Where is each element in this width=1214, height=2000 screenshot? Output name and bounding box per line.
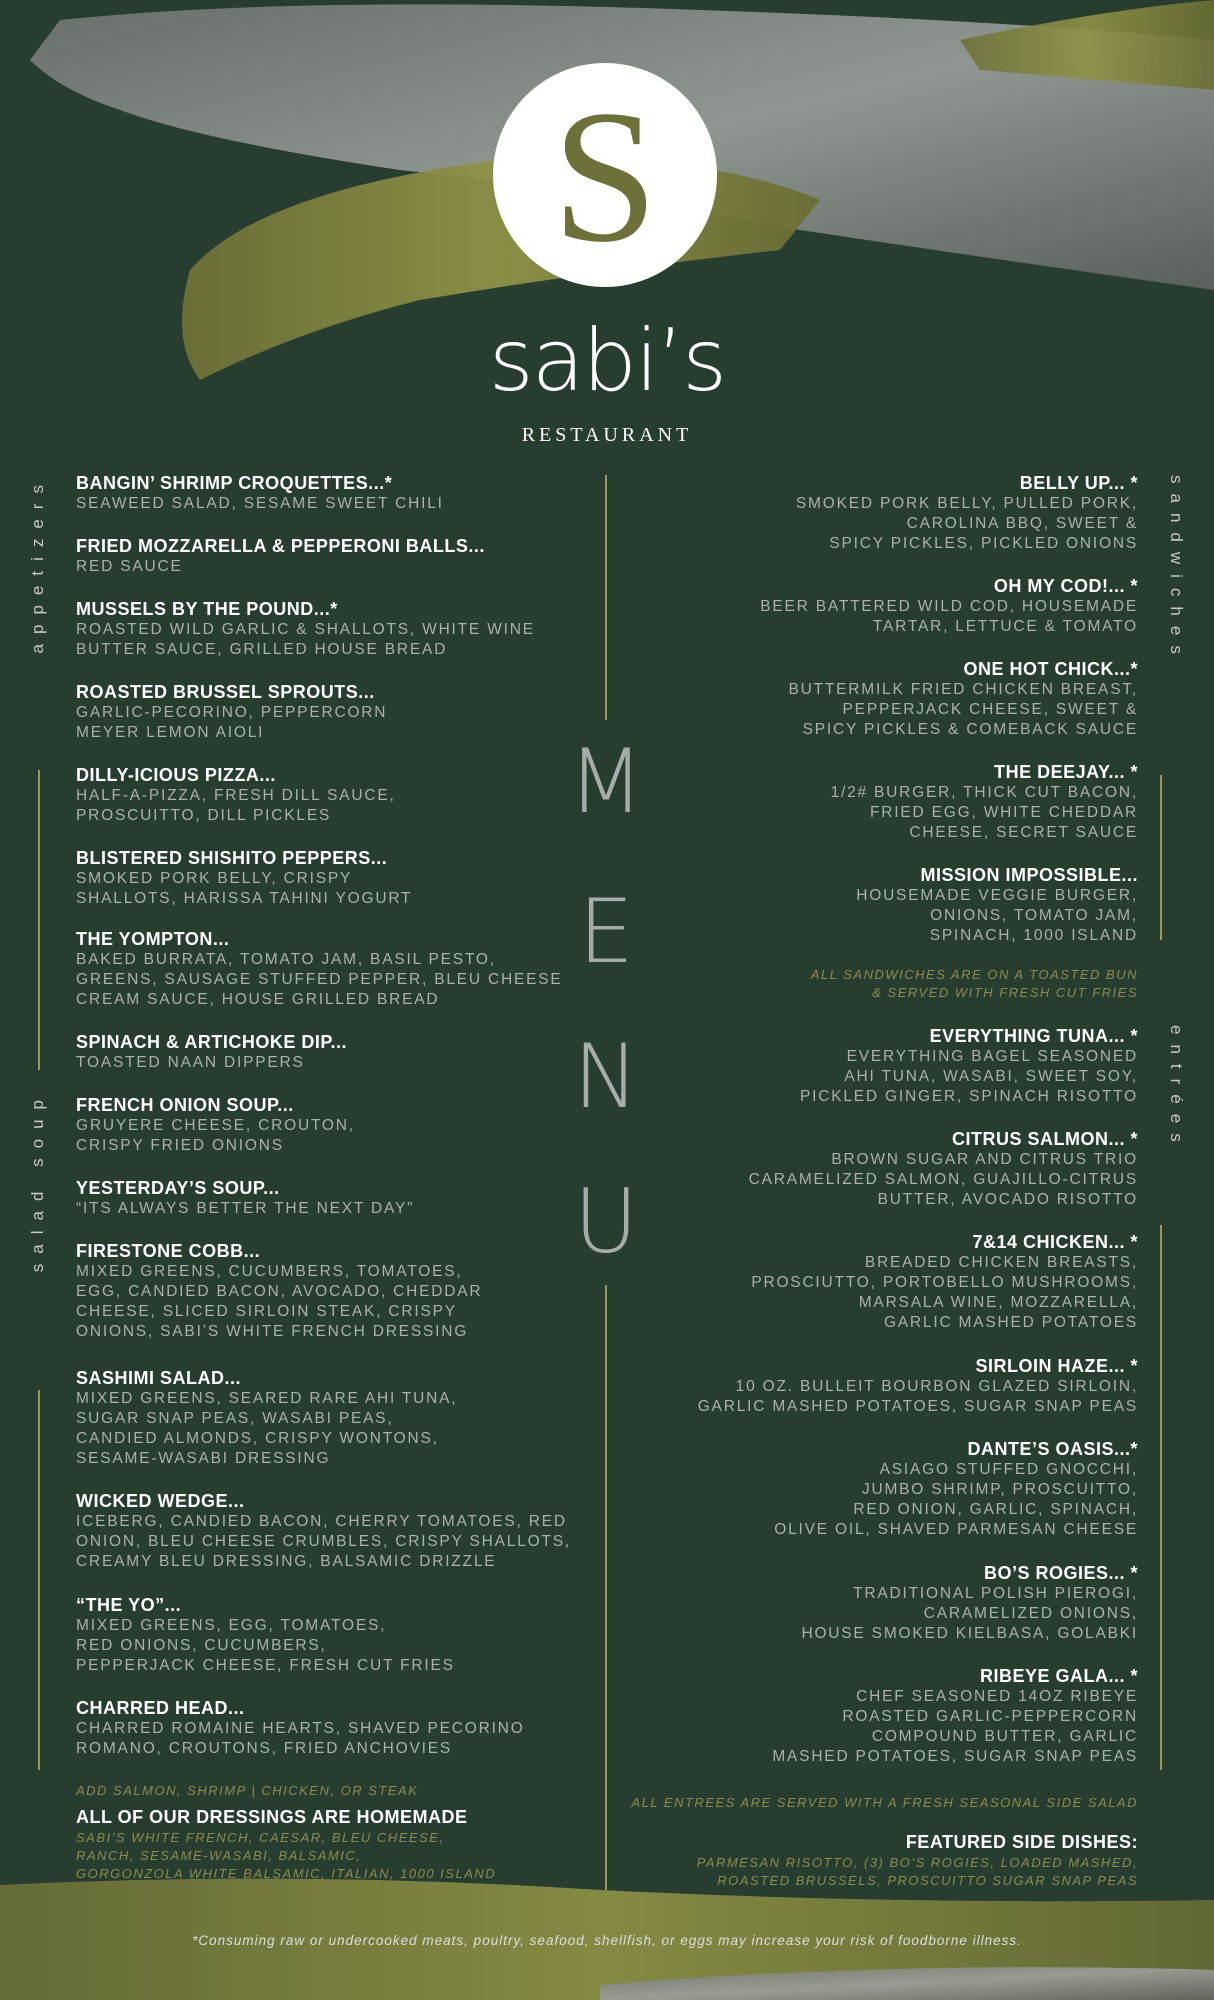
item-desc: 10 OZ. BULLEIT BOURBON GLAZED SIRLOIN, GARLIC MASHED POTATOES, SUGAR SNAP PEAS	[697, 1378, 1138, 1415]
item-name: FRIED MOZZARELLA & PEPPERONI BALLS...	[76, 536, 485, 556]
item-desc: BEER BATTERED WILD COD, HOUSEMADE TARTAR, LETTUCE & TOMATO	[760, 598, 1138, 635]
item-name: 7&14 CHICKEN... *	[972, 1232, 1138, 1252]
item-desc: SEAWEED SALAD, SESAME SWEET CHILI	[76, 495, 444, 512]
item-name: SIRLOIN HAZE... *	[975, 1356, 1138, 1376]
item-name: OH MY COD!... *	[993, 576, 1138, 596]
featured-sides-list: PARMESAN RISOTTO, (3) BO’S ROGIES, LOADED MASHED, ROASTED BRUSSELS, PROSCUITTO SUGAR SNAP PEAS	[696, 1855, 1138, 1888]
item-desc: SMOKED PORK BELLY, PULLED PORK, CAROLINA BBQ, SWEET & SPICY PICKLES, PICKLED ONIONS	[795, 495, 1138, 552]
left-item-8	[76, 1094, 576, 1156]
item-desc: ASIAGO STUFFED GNOCCHI, JUMBO SHRIMP, PROSCUITTO, RED ONION, GARLIC, SPINACH, OLIVE OIL, SHAVED PARMESAN CHEESE	[774, 1461, 1138, 1538]
right-item-5	[618, 1025, 1138, 1107]
item-desc: CHARRED ROMAINE HEARTS, SHAVED PECORINO ROMANO, CROUTONS, FRIED ANCHOVIES	[76, 1720, 525, 1757]
side-label-sandwiches: sandwiches	[1167, 475, 1186, 664]
item-desc: BROWN SUGAR AND CITRUS TRIO CARAMELIZED SALMON, GUAJILLO-CITRUS BUTTER, AVOCADO RISOTTO	[748, 1151, 1138, 1208]
center-line-bottom	[605, 1285, 607, 1890]
item-desc: RED SAUCE	[76, 558, 183, 575]
item-desc: HALF-A-PIZZA, FRESH DILL SAUCE, PROSCUITTO, DILL PICKLES	[76, 787, 396, 824]
item-desc: MIXED GREENS, EGG, TOMATOES, RED ONIONS, CUCUMBERS, PEPPERJACK CHEESE, FRESH CUT FRIES	[76, 1617, 455, 1674]
logo-letter: S	[552, 72, 658, 282]
menu-letter-n: N	[573, 1025, 639, 1128]
item-name: ONE HOT CHICK...*	[963, 659, 1138, 679]
divider-line-right-bottom	[1160, 1225, 1162, 1770]
left-item-12	[76, 1490, 576, 1572]
left-item-9	[76, 1177, 576, 1219]
item-name: BO’S ROGIES... *	[983, 1563, 1138, 1583]
right-item-1	[618, 575, 1138, 637]
left-item-3	[76, 681, 576, 743]
item-name: WICKED WEDGE...	[76, 1491, 245, 1511]
item-name: YESTERDAY’S SOUP...	[76, 1178, 280, 1198]
right-item-7	[618, 1231, 1138, 1333]
item-desc: EVERYTHING BAGEL SEASONED AHI TUNA, WASABI, SWEET SOY, PICKLED GINGER, SPINACH RISOTTO	[799, 1048, 1138, 1105]
item-name: DILLY-ICIOUS PIZZA...	[76, 765, 276, 785]
center-line-top	[605, 475, 607, 720]
divider-line-left-top	[38, 770, 40, 1070]
item-desc: TRADITIONAL POLISH PIEROGI, CARAMELIZED ONIONS, HOUSE SMOKED KIELBASA, GOLABKI	[801, 1585, 1138, 1642]
item-name: SPINACH & ARTICHOKE DIP...	[76, 1032, 348, 1052]
entrees-note: ALL ENTREES ARE SERVED WITH A FRESH SEASONAL SIDE SALAD	[631, 1795, 1138, 1810]
item-desc: HOUSEMADE VEGGIE BURGER, ONIONS, TOMATO JAM, SPINACH, 1000 ISLAND	[856, 887, 1138, 944]
item-name: FIRESTONE COBB...	[76, 1241, 261, 1261]
left-item-2	[76, 598, 576, 660]
dressings-title: ALL OF OUR DRESSINGS ARE HOMEMADE	[76, 1807, 468, 1827]
item-name: MUSSELS BY THE POUND...*	[76, 599, 338, 619]
item-name: RIBEYE GALA... *	[979, 1666, 1138, 1686]
left-item-10	[76, 1240, 576, 1342]
item-name: CITRUS SALMON... *	[951, 1129, 1138, 1149]
left-item-6	[76, 928, 576, 1010]
item-desc: MIXED GREENS, CUCUMBERS, TOMATOES, EGG, CANDIED BACON, AVOCADO, CHEDDAR CHEESE, SLICED SIRLOIN STEAK, CRISPY ONIONS, SABI’S WHITE FRENCH DRESSING	[76, 1263, 483, 1340]
left-item-7	[76, 1031, 576, 1073]
item-name: EVERYTHING TUNA... *	[929, 1026, 1138, 1046]
item-desc: GRUYERE CHEESE, CROUTON, CRISPY FRIED ONIONS	[76, 1117, 355, 1154]
logo-circle	[485, 55, 725, 295]
right-item-3	[618, 761, 1138, 843]
item-desc: MIXED GREENS, SEARED RARE AHI TUNA, SUGAR SNAP PEAS, WASABI PEAS, CANDIED ALMONDS, CRISPY WONTONS, SESAME-WASABI DRESSING	[76, 1390, 458, 1467]
item-name: ROASTED BRUSSEL SPROUTS...	[76, 682, 375, 702]
right-item-11	[618, 1665, 1138, 1767]
item-desc: BAKED BURRATA, TOMATO JAM, BASIL PESTO, GREENS, SAUSAGE STUFFED PEPPER, BLEU CHEESE CREAM SAUCE, HOUSE GRILLED BREAD	[76, 951, 563, 1008]
item-desc: CHEF SEASONED 14OZ RIBEYE ROASTED GARLIC-PEPPERCORN COMPOUND BUTTER, GARLIC MASHED POTATOES, SUGAR SNAP PEAS	[772, 1688, 1138, 1765]
foodborne-disclaimer: *Consuming raw or undercooked meats, poultry, seafood, shellfish, or eggs may increase your risk of foodborne illness.	[192, 1933, 1022, 1948]
right-item-2	[618, 658, 1138, 740]
right-item-0	[618, 472, 1138, 554]
dressings-list: SABI’S WHITE FRENCH, CAESAR, BLEU CHEESE, RANCH, SESAME-WASABI, BALSAMIC, GORGONZOLA WHITE BALSAMIC, ITALIAN, 1000 ISLAND	[76, 1830, 497, 1881]
right-item-6	[618, 1128, 1138, 1210]
right-item-10	[618, 1562, 1138, 1644]
item-desc: BREADED CHICKEN BREASTS, PROSCIUTTO, PORTOBELLO MUSHROOMS, MARSALA WINE, MOZZARELLA, GARLIC MASHED POTATOES	[751, 1254, 1138, 1331]
brand-subtitle: RESTAURANT	[521, 424, 693, 446]
item-name: BELLY UP... *	[1019, 473, 1138, 493]
menu-letter-u: U	[573, 1170, 639, 1273]
brand-name: sabi’s	[488, 311, 726, 411]
item-name: MISSION IMPOSSIBLE...	[920, 865, 1138, 885]
item-desc: TOASTED NAAN DIPPERS	[76, 1054, 305, 1071]
item-name: BANGIN’ SHRIMP CROQUETTES...*	[76, 473, 393, 493]
item-name: FRENCH ONION SOUP...	[76, 1095, 294, 1115]
item-desc: BUTTERMILK FRIED CHICKEN BREAST, PEPPERJACK CHEESE, SWEET & SPICY PICKLES & COMEBACK SAUCE	[788, 681, 1138, 738]
left-item-14	[76, 1697, 576, 1759]
item-desc: 1/2# BURGER, THICK CUT BACON, FRIED EGG, WHITE CHEDDAR CHEESE, SECRET SAUCE	[830, 784, 1138, 841]
left-item-5	[76, 847, 576, 909]
addons-note: ADD SALMON, SHRIMP | CHICKEN, OR STEAK	[76, 1783, 419, 1798]
item-name: DANTE’S OASIS...*	[967, 1439, 1138, 1459]
item-name: CHARRED HEAD...	[76, 1698, 245, 1718]
left-item-4	[76, 764, 576, 826]
menu-letter-m: M	[568, 730, 644, 833]
right-item-8	[618, 1355, 1138, 1417]
side-label-salad-soup: salad soup	[28, 1090, 47, 1273]
item-name: THE YOMPTON...	[76, 929, 230, 949]
item-desc: SMOKED PORK BELLY, CRISPY SHALLOTS, HARISSA TAHINI YOGURT	[76, 870, 413, 907]
item-desc: ROASTED WILD GARLIC & SHALLOTS, WHITE WINE BUTTER SAUCE, GRILLED HOUSE BREAD	[76, 621, 535, 658]
divider-line-right-top	[1160, 775, 1162, 940]
left-item-11	[76, 1367, 576, 1469]
right-item-9	[618, 1438, 1138, 1540]
item-desc: ICEBERG, CANDIED BACON, CHERRY TOMATOES, RED ONION, BLEU CHEESE CRUMBLES, CRISPY SHALLOTS, CREAMY BLEU DRESSING, BALSAMIC DRIZZLE	[76, 1513, 572, 1570]
left-item-13	[76, 1594, 576, 1676]
side-label-appetizers: appetizers	[28, 475, 47, 654]
sandwiches-note: ALL SANDWICHES ARE ON A TOASTED BUN & SERVED WITH FRESH CUT FRIES	[810, 967, 1138, 1000]
side-label-entrees: entrées	[1167, 1025, 1186, 1152]
featured-sides-title: FEATURED SIDE DISHES:	[905, 1832, 1138, 1852]
left-item-1	[76, 535, 576, 577]
item-name: BLISTERED SHISHITO PEPPERS...	[76, 848, 388, 868]
divider-line-left-bottom	[38, 1390, 40, 1770]
item-desc: GARLIC-PECORINO, PEPPERCORN MEYER LEMON AIOLI	[76, 704, 388, 741]
item-name: THE DEEJAY... *	[994, 762, 1138, 782]
item-desc: “ITS ALWAYS BETTER THE NEXT DAY”	[76, 1200, 415, 1217]
right-item-4	[618, 864, 1138, 946]
item-name: SASHIMI SALAD...	[76, 1368, 242, 1388]
item-name: “THE YO”...	[76, 1595, 182, 1615]
menu-letter-e: E	[578, 880, 634, 983]
left-item-0	[76, 472, 576, 514]
